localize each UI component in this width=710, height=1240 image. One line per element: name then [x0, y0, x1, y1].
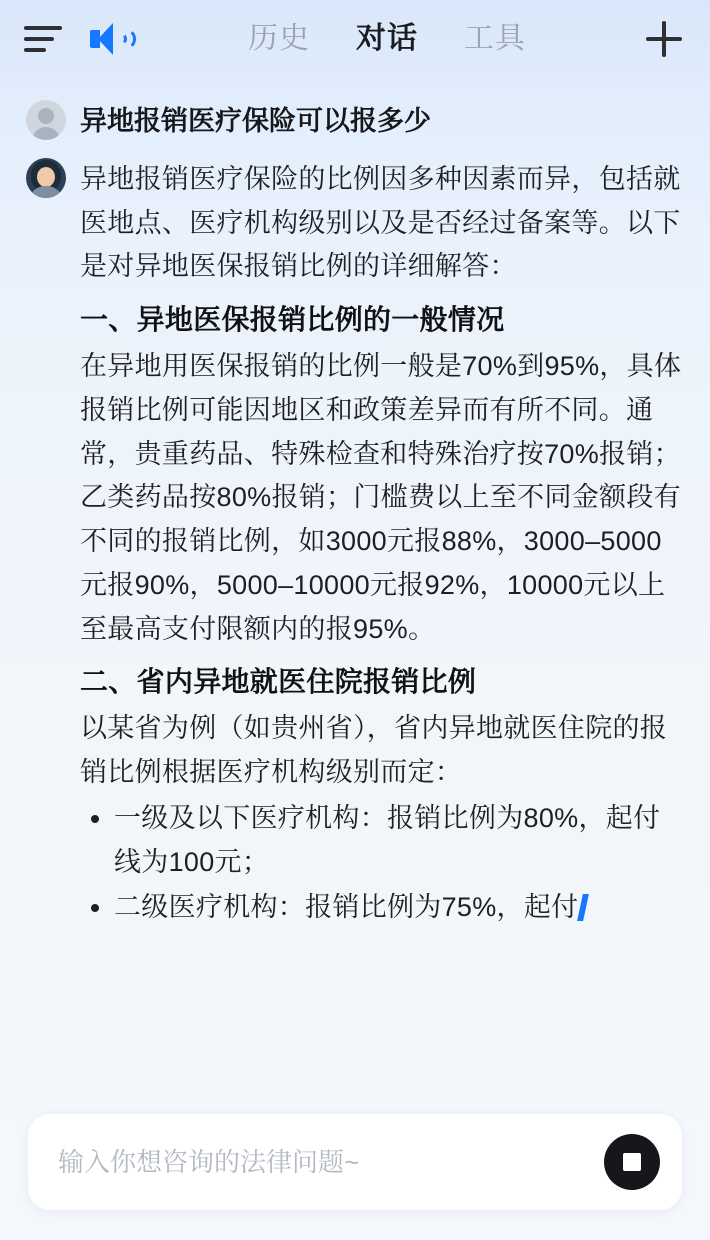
composer-container: [0, 1100, 710, 1240]
user-message-text: 异地报销医疗保险可以报多少: [80, 106, 431, 136]
streaming-caret-icon: [578, 894, 590, 921]
plus-icon[interactable]: [642, 17, 686, 61]
tab-history[interactable]: 历史: [248, 22, 310, 55]
user-avatar-icon: [26, 100, 66, 140]
user-message: [22, 78, 688, 154]
speaker-on-icon[interactable]: [88, 21, 132, 57]
tab-bar: [150, 24, 624, 54]
list-item: [114, 886, 684, 930]
section-paragraph-2: 以某省为例（如贵州省），省内异地就医住院的报销比例根据医疗机构级别而定：: [80, 713, 668, 788]
chat-scroll-area[interactable]: [0, 78, 710, 1100]
assistant-message-body: [80, 158, 684, 932]
assistant-message: [22, 154, 688, 932]
list-item-text: 二级医疗机构：报销比例为75%，起付: [114, 892, 579, 923]
hamburger-menu-icon[interactable]: [24, 24, 62, 54]
assistant-intro-paragraph: 异地报销医疗保险的比例因多种因素而异，包括就医地点、医疗机构级别以及是否经过备案等。以下是对异地医保报销比例的详细解答：: [80, 164, 681, 282]
section-heading-2: 二、省内异地就医住院报销比例: [80, 666, 477, 698]
stop-square-icon[interactable]: [604, 1134, 660, 1190]
composer-bar[interactable]: [28, 1114, 682, 1210]
assistant-avatar-icon: [26, 158, 66, 198]
section-bullet-list-2: [80, 797, 684, 930]
section-paragraph-1: 在异地用医保报销的比例一般是70%到95%，具体报销比例可能因地区和政策差异而有所不同。通常，贵重药品、特殊检查和特殊治疗按70%报销；乙类药品按80%报销；门槛费以上至不同金额段有不同的报销比例，如3000元报88%，3000–5000元报90%，5000–10000元报92%，10000元以上至最高支付限额内的报95%。: [80, 351, 682, 644]
tab-chat[interactable]: 对话: [356, 22, 418, 55]
list-item: • 一级及以下医疗机构：报销比例为80%，起付线为100元；: [114, 797, 684, 884]
tab-tools[interactable]: 工具: [464, 22, 526, 55]
message-input[interactable]: [56, 1146, 604, 1179]
section-heading-1: 一、异地医保报销比例的一般情况: [80, 304, 505, 336]
top-bar: [0, 0, 710, 78]
